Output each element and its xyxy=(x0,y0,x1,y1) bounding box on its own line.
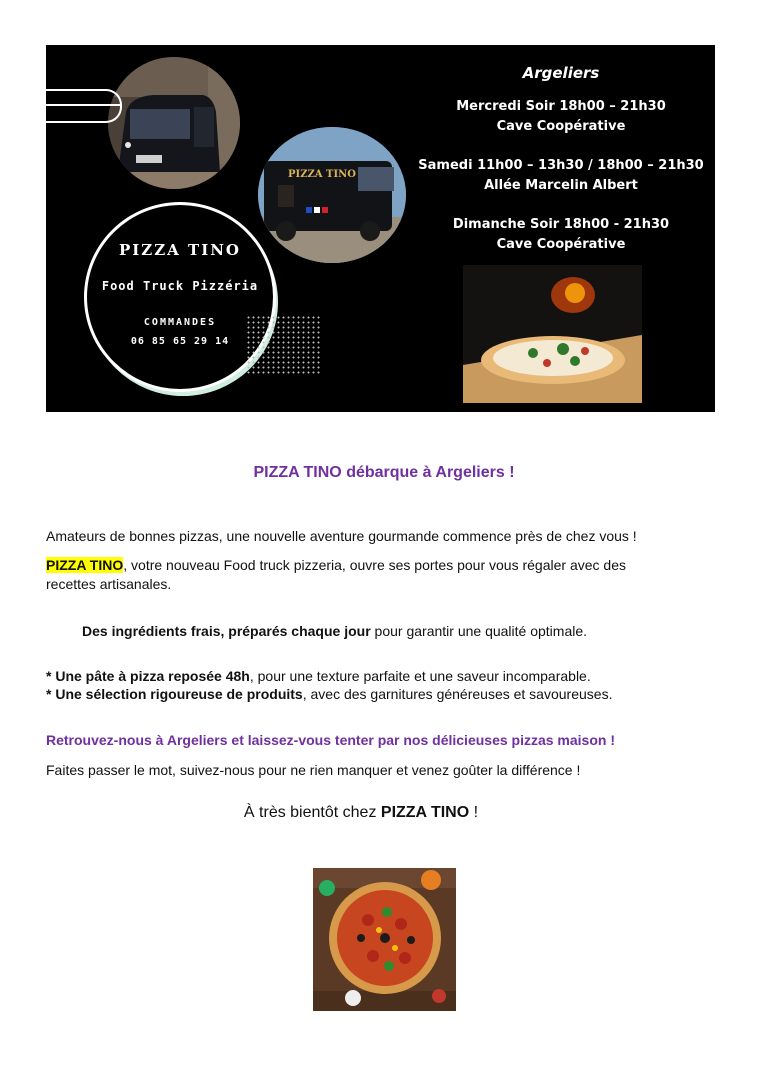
brand-paragraph xyxy=(46,556,726,594)
closing-brand: PIZZA TINO xyxy=(380,804,470,821)
schedule-entry xyxy=(406,97,715,137)
logo-subtitle: Food Truck Pizzéria xyxy=(101,279,259,293)
closing-line xyxy=(0,804,722,822)
schedule-entry xyxy=(406,215,715,255)
logo-title: PIZZA TINO xyxy=(118,241,241,259)
article-headline: PIZZA TINO débarque à Argeliers ! xyxy=(253,464,515,481)
schedule-place: Cave Coopérative xyxy=(496,237,626,252)
schedule-panel xyxy=(406,63,715,274)
orders-phone: 06 85 65 29 14 xyxy=(130,336,230,347)
schedule-entry xyxy=(406,156,715,196)
bullet-rest: , pour une texture parfaite et une saveur incomparable. xyxy=(249,668,591,684)
schedule-day-time: Dimanche Soir 18h00 - 21h30 xyxy=(452,217,670,232)
truck-lettering: PIZZA TINO xyxy=(288,169,357,180)
callout-line: Retrouvez-nous à Argeliers et laissez-vous tenter par nos délicieuses pizzas maison ! xyxy=(46,732,615,748)
ingredients-paragraph xyxy=(82,622,587,641)
brand-highlight: PIZZA TINO xyxy=(46,557,124,573)
intro-paragraph: Amateurs de bonnes pizzas, une nouvelle aventure gourmande commence près de chez vous ! xyxy=(46,528,637,544)
closing-pre: À très bientôt chez xyxy=(243,804,381,821)
ingredients-bold: Des ingrédients frais, préparés chaque jour xyxy=(82,623,371,639)
schedule-place: Cave Coopérative xyxy=(496,119,626,134)
share-line: Faites passer le mot, suivez-nous pour ne rien manquer et venez goûter la différence ! xyxy=(46,762,581,778)
bullet-item xyxy=(46,685,612,704)
food-truck-photo-front xyxy=(108,57,240,189)
brand-sentence-end: recettes artisanales. xyxy=(46,576,172,592)
schedule-day-time: Mercredi Soir 18h00 – 21h30 xyxy=(456,99,666,114)
promo-banner xyxy=(46,45,715,412)
bullet-rest: , avec des garnitures généreuses et savoureuses. xyxy=(302,686,613,702)
pizza-photo xyxy=(313,868,456,1011)
ingredients-rest: pour garantir une qualité optimale. xyxy=(370,623,588,639)
pizza-oven-photo xyxy=(463,265,642,403)
bullet-item xyxy=(46,667,591,686)
schedule-day-time: Samedi 11h00 – 13h30 / 18h00 – 21h30 xyxy=(418,158,704,173)
dot-pattern-decoration xyxy=(246,315,320,375)
food-truck-photo-side xyxy=(258,127,406,263)
schedule-place: Allée Marcelin Albert xyxy=(484,178,638,193)
brand-sentence: , votre nouveau Food truck pizzeria, ouvre ses portes pour vous régaler avec des xyxy=(123,557,626,573)
bullet-bold: * Une sélection rigoureuse de produits xyxy=(46,686,303,702)
closing-post: ! xyxy=(469,804,479,821)
orders-label: COMMANDES xyxy=(143,317,217,328)
bullet-bold: * Une pâte à pizza reposée 48h xyxy=(46,668,250,684)
schedule-town: Argeliers xyxy=(522,64,600,82)
